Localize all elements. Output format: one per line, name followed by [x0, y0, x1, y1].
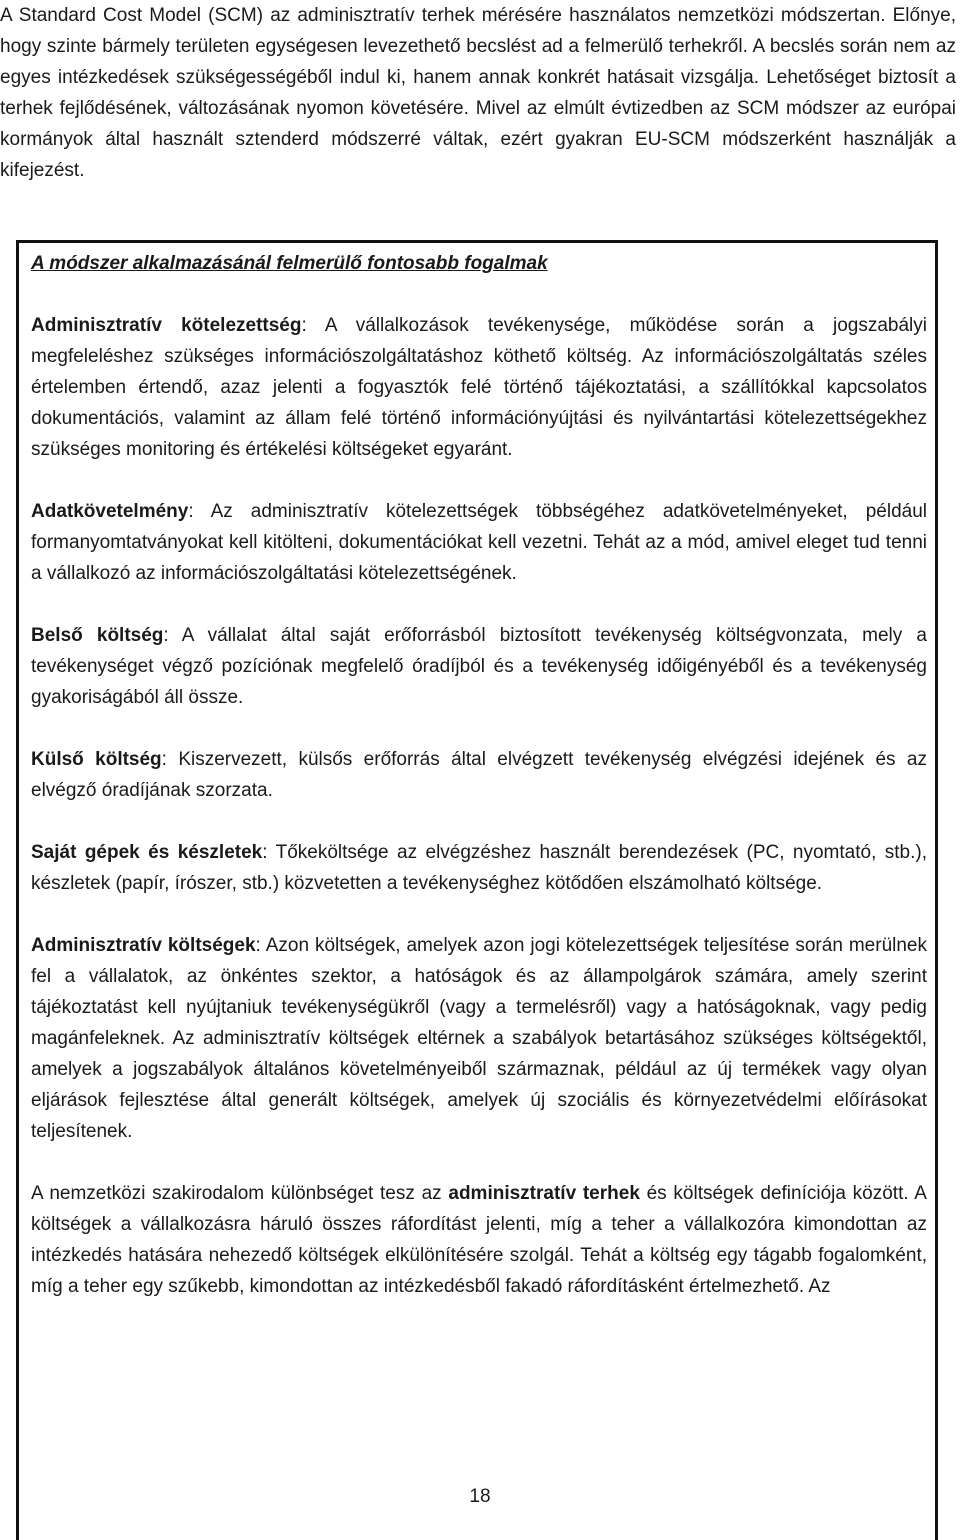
definition-text: : A vállalkozások tevékenysége, működése során a jogszabályi megfeleléshez szükséges információszolgáltatáshoz köthető költség. Az információszolgáltatás széles értelemben értendő, azaz jelenti a fogyasztók felé történő tájékoztatási, a szállítókkal kapcsolatos dokumentációs, valamint az állam felé történő információnyújtási és nyilvántartási kötelezettségekhez szükséges monitoring és értékelési költségeket egyaránt. — [31, 315, 927, 460]
definition-term: Adatkövetelmény — [31, 501, 189, 522]
definition-item — [31, 930, 927, 1147]
definition-text: : Tőkeköltsége az elvégzéshez használt berendezések (PC, nyomtató, stb.), készletek (papír, írószer, stb.) közvetetten a tevékenységhez kötődően elszámolható költsége. — [31, 842, 928, 894]
definition-term: Belső költség — [31, 625, 164, 646]
definition-text: : Azon költségek, amelyek azon jogi kötelezettségek teljesítése során merülnek fel a vállalatok, az önkéntes szektor, a hatóságok és az állampolgárok számára, amely szerint tájékoztatást kell nyújtaniuk tevékenységükről (vagy a termelésről) vagy a hatóságoknak, vagy pedig magánfeleknek. Az adminisztratív költségek eltérnek a szabályok betartásához szükséges költségektől, amelyek a jogszabályok általános követelményeiből származnak, például az új termékek vagy olyan eljárások fejlesztése által generált költségek, amelyek új szociális és környezetvédelmi előírásokat teljesítenek. — [31, 935, 927, 1142]
definition-item — [31, 496, 927, 589]
definition-term: Adminisztratív költségek — [31, 935, 256, 956]
definition-item — [31, 837, 927, 899]
intro-paragraph: A Standard Cost Model (SCM) az adminisztratív terhek mérésére használatos nemzetközi módszertan. Előnye, hogy szinte bármely területen egységesen levezethető becslést ad a felmerülő terhekről. A becslés során nem az egyes intézkedések szükségességéből indul ki, hanem annak konkrét hatásait vizsgálja. Lehetőséget biztosít a terhek fejlődésének, változásának nyomon követésére. Mivel az elmúlt évtizedben az SCM módszer az európai kormányok által használt sztenderd módszerré váltak, ezért gyakran EU-SCM módszerként használják a kifejezést. — [0, 5, 956, 181]
definition-item — [31, 310, 927, 465]
definition-term: Külső költség — [31, 749, 162, 770]
closing-text-after: és költségek definíciója között. A költségek a vállalkozásra háruló összes ráfordítást jelenti, míg a teher a vállalkozóra kimondottan az intézkedés hatására nehezedő költségek elkülönítésére szolgál. Tehát a költség egy tágabb fogalomként, míg a teher egy szűkebb, kimondottan az intézkedésből fakadó ráfordításként értelmezhető. Az — [31, 1183, 927, 1297]
definition-term: Adminisztratív kötelezettség — [31, 315, 302, 336]
definition-text: : A vállalat által saját erőforrásból biztosított tevékenység költségvonzata, mely a tevékenységet végző pozíciónak megfelelő óradíjból és a tevékenység időigényéből és a tevékenység gyakoriságából áll össze. — [31, 625, 927, 708]
definition-item — [31, 620, 927, 713]
definition-text: : Az adminisztratív kötelezettségek többségéhez adatkövetelményeket, például formanyomtatványokat kell kitölteni, dokumentációkat kell vezetni. Tehát az a mód, amivel eleget tud tenni a vállalkozó az információszolgáltatási kötelezettségének. — [31, 501, 927, 584]
closing-paragraph — [31, 1178, 927, 1302]
definitions-content — [31, 248, 927, 1333]
definition-term: Saját gépek és készletek — [31, 842, 263, 863]
definition-text: : Kiszervezett, külsős erőforrás által elvégzett tevékenység elvégzési idejének és az elvégző óradíjának szorzata. — [31, 749, 927, 801]
definition-item — [31, 744, 927, 806]
closing-text-before: A nemzetközi szakirodalom különbséget tesz az — [31, 1183, 449, 1204]
box-title: A módszer alkalmazásánál felmerülő fontosabb fogalmak — [31, 253, 548, 274]
page-number: 18 — [469, 1486, 491, 1507]
closing-bold-term: adminisztratív terhek — [448, 1183, 640, 1204]
